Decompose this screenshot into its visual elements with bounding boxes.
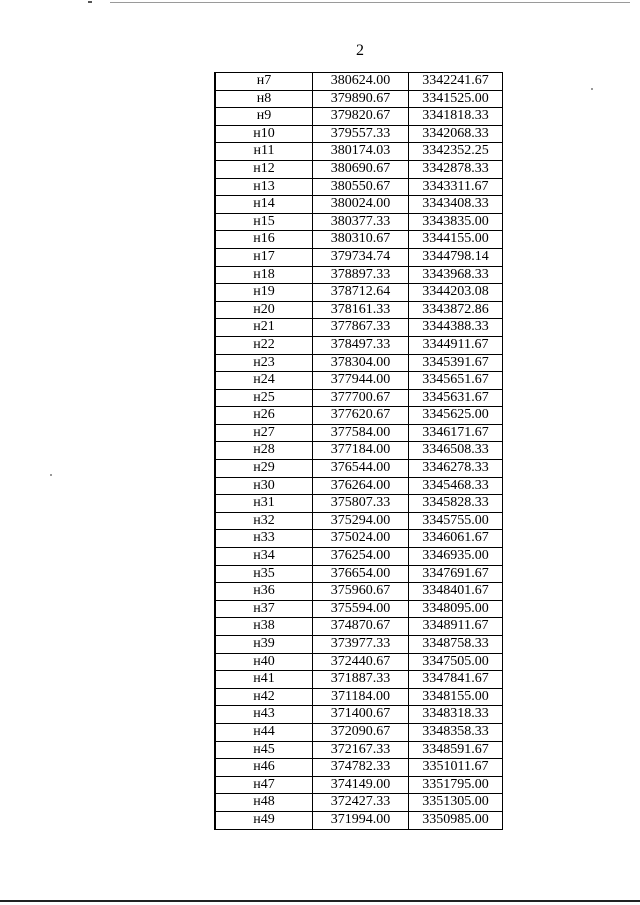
y-coordinate-cell: 3343872.86 [409, 301, 503, 319]
point-id-cell: н27 [215, 424, 313, 442]
table-row [215, 477, 503, 495]
y-coordinate-cell: 3342241.67 [409, 73, 503, 91]
point-id-cell: н12 [215, 160, 313, 178]
x-coordinate-cell: 379734.74 [313, 248, 409, 266]
x-coordinate-cell: 378161.33 [313, 301, 409, 319]
x-coordinate-cell: 372427.33 [313, 794, 409, 812]
x-coordinate-cell: 372440.67 [313, 653, 409, 671]
y-coordinate-cell: 3346061.67 [409, 530, 503, 548]
table-row [215, 248, 503, 266]
point-id-cell: н10 [215, 125, 313, 143]
y-coordinate-cell: 3348401.67 [409, 583, 503, 601]
table-row [215, 108, 503, 126]
table-row [215, 301, 503, 319]
y-coordinate-cell: 3347505.00 [409, 653, 503, 671]
y-coordinate-cell: 3346278.33 [409, 460, 503, 478]
table-row [215, 565, 503, 583]
y-coordinate-cell: 3345468.33 [409, 477, 503, 495]
table-row [215, 178, 503, 196]
point-id-cell: н21 [215, 319, 313, 337]
y-coordinate-cell: 3344203.08 [409, 284, 503, 302]
point-id-cell: н26 [215, 407, 313, 425]
table-row [215, 671, 503, 689]
table-row [215, 336, 503, 354]
x-coordinate-cell: 372090.67 [313, 723, 409, 741]
scan-speck [50, 474, 52, 476]
x-coordinate-cell: 378304.00 [313, 354, 409, 372]
y-coordinate-cell: 3345631.67 [409, 389, 503, 407]
y-coordinate-cell: 3345755.00 [409, 512, 503, 530]
y-coordinate-cell: 3348591.67 [409, 741, 503, 759]
table-row [215, 407, 503, 425]
point-id-cell: н22 [215, 336, 313, 354]
x-coordinate-cell: 377620.67 [313, 407, 409, 425]
point-id-cell: н11 [215, 143, 313, 161]
y-coordinate-cell: 3346171.67 [409, 424, 503, 442]
table-row [215, 706, 503, 724]
x-coordinate-cell: 377184.00 [313, 442, 409, 460]
x-coordinate-cell: 378497.33 [313, 336, 409, 354]
table-row [215, 741, 503, 759]
y-coordinate-cell: 3346508.33 [409, 442, 503, 460]
y-coordinate-cell: 3345828.33 [409, 495, 503, 513]
point-id-cell: н16 [215, 231, 313, 249]
point-id-cell: н44 [215, 723, 313, 741]
y-coordinate-cell: 3345625.00 [409, 407, 503, 425]
y-coordinate-cell: 3344798.14 [409, 248, 503, 266]
table-row [215, 266, 503, 284]
x-coordinate-cell: 375594.00 [313, 600, 409, 618]
point-id-cell: н13 [215, 178, 313, 196]
table-row [215, 530, 503, 548]
point-id-cell: н7 [215, 73, 313, 91]
table-row [215, 723, 503, 741]
y-coordinate-cell: 3343835.00 [409, 213, 503, 231]
y-coordinate-cell: 3346935.00 [409, 548, 503, 566]
point-id-cell: н43 [215, 706, 313, 724]
table-row [215, 319, 503, 337]
x-coordinate-cell: 377867.33 [313, 319, 409, 337]
y-coordinate-cell: 3343408.33 [409, 196, 503, 214]
x-coordinate-cell: 379820.67 [313, 108, 409, 126]
point-id-cell: н34 [215, 548, 313, 566]
y-coordinate-cell: 3344911.67 [409, 336, 503, 354]
point-id-cell: н29 [215, 460, 313, 478]
x-coordinate-cell: 380024.00 [313, 196, 409, 214]
table-row [215, 372, 503, 390]
coordinates-table [214, 72, 503, 830]
y-coordinate-cell: 3348318.33 [409, 706, 503, 724]
table-row [215, 442, 503, 460]
x-coordinate-cell: 372167.33 [313, 741, 409, 759]
table-row [215, 284, 503, 302]
table-row [215, 636, 503, 654]
x-coordinate-cell: 377700.67 [313, 389, 409, 407]
table-row [215, 90, 503, 108]
table-row [215, 460, 503, 478]
y-coordinate-cell: 3342878.33 [409, 160, 503, 178]
coordinates-table-body [215, 73, 503, 830]
point-id-cell: н25 [215, 389, 313, 407]
x-coordinate-cell: 371400.67 [313, 706, 409, 724]
table-row [215, 231, 503, 249]
point-id-cell: н15 [215, 213, 313, 231]
table-row [215, 600, 503, 618]
y-coordinate-cell: 3345651.67 [409, 372, 503, 390]
point-id-cell: н37 [215, 600, 313, 618]
y-coordinate-cell: 3341525.00 [409, 90, 503, 108]
y-coordinate-cell: 3342068.33 [409, 125, 503, 143]
y-coordinate-cell: 3343311.67 [409, 178, 503, 196]
point-id-cell: н35 [215, 565, 313, 583]
point-id-cell: н46 [215, 759, 313, 777]
table-row [215, 354, 503, 372]
table-row [215, 143, 503, 161]
point-id-cell: н42 [215, 688, 313, 706]
y-coordinate-cell: 3345391.67 [409, 354, 503, 372]
point-id-cell: н40 [215, 653, 313, 671]
x-coordinate-cell: 380624.00 [313, 73, 409, 91]
point-id-cell: н41 [215, 671, 313, 689]
x-coordinate-cell: 375807.33 [313, 495, 409, 513]
top-edge-line [110, 2, 630, 3]
y-coordinate-cell: 3351011.67 [409, 759, 503, 777]
table-row [215, 794, 503, 812]
x-coordinate-cell: 376544.00 [313, 460, 409, 478]
x-coordinate-cell: 374870.67 [313, 618, 409, 636]
y-coordinate-cell: 3348358.33 [409, 723, 503, 741]
table-row [215, 811, 503, 829]
y-coordinate-cell: 3350985.00 [409, 811, 503, 829]
x-coordinate-cell: 380690.67 [313, 160, 409, 178]
x-coordinate-cell: 371184.00 [313, 688, 409, 706]
point-id-cell: н48 [215, 794, 313, 812]
scan-mark [88, 1, 92, 3]
y-coordinate-cell: 3348095.00 [409, 600, 503, 618]
x-coordinate-cell: 371994.00 [313, 811, 409, 829]
point-id-cell: н39 [215, 636, 313, 654]
x-coordinate-cell: 374782.33 [313, 759, 409, 777]
point-id-cell: н28 [215, 442, 313, 460]
table-row [215, 776, 503, 794]
y-coordinate-cell: 3351795.00 [409, 776, 503, 794]
table-row [215, 495, 503, 513]
point-id-cell: н20 [215, 301, 313, 319]
point-id-cell: н19 [215, 284, 313, 302]
y-coordinate-cell: 3341818.33 [409, 108, 503, 126]
x-coordinate-cell: 377944.00 [313, 372, 409, 390]
point-id-cell: н9 [215, 108, 313, 126]
point-id-cell: н8 [215, 90, 313, 108]
table-row [215, 548, 503, 566]
x-coordinate-cell: 378897.33 [313, 266, 409, 284]
table-row [215, 759, 503, 777]
table-row [215, 512, 503, 530]
x-coordinate-cell: 371887.33 [313, 671, 409, 689]
x-coordinate-cell: 380174.03 [313, 143, 409, 161]
table-row [215, 160, 503, 178]
page-number: 2 [356, 42, 364, 59]
x-coordinate-cell: 378712.64 [313, 284, 409, 302]
x-coordinate-cell: 375294.00 [313, 512, 409, 530]
point-id-cell: н49 [215, 811, 313, 829]
x-coordinate-cell: 380550.67 [313, 178, 409, 196]
x-coordinate-cell: 373977.33 [313, 636, 409, 654]
scan-speck [591, 88, 593, 90]
table-row [215, 125, 503, 143]
x-coordinate-cell: 379557.33 [313, 125, 409, 143]
y-coordinate-cell: 3348758.33 [409, 636, 503, 654]
y-coordinate-cell: 3348155.00 [409, 688, 503, 706]
y-coordinate-cell: 3344155.00 [409, 231, 503, 249]
point-id-cell: н47 [215, 776, 313, 794]
x-coordinate-cell: 380377.33 [313, 213, 409, 231]
x-coordinate-cell: 376254.00 [313, 548, 409, 566]
point-id-cell: н31 [215, 495, 313, 513]
point-id-cell: н36 [215, 583, 313, 601]
point-id-cell: н45 [215, 741, 313, 759]
table-row [215, 653, 503, 671]
point-id-cell: н14 [215, 196, 313, 214]
x-coordinate-cell: 379890.67 [313, 90, 409, 108]
table-row [215, 213, 503, 231]
y-coordinate-cell: 3351305.00 [409, 794, 503, 812]
table-row [215, 389, 503, 407]
point-id-cell: н17 [215, 248, 313, 266]
point-id-cell: н23 [215, 354, 313, 372]
table-row [215, 583, 503, 601]
point-id-cell: н38 [215, 618, 313, 636]
x-coordinate-cell: 376264.00 [313, 477, 409, 495]
table-row [215, 424, 503, 442]
x-coordinate-cell: 380310.67 [313, 231, 409, 249]
x-coordinate-cell: 376654.00 [313, 565, 409, 583]
x-coordinate-cell: 374149.00 [313, 776, 409, 794]
y-coordinate-cell: 3347691.67 [409, 565, 503, 583]
point-id-cell: н24 [215, 372, 313, 390]
y-coordinate-cell: 3348911.67 [409, 618, 503, 636]
point-id-cell: н18 [215, 266, 313, 284]
point-id-cell: н33 [215, 530, 313, 548]
table-row [215, 73, 503, 91]
point-id-cell: н32 [215, 512, 313, 530]
bottom-edge-line [0, 900, 640, 902]
x-coordinate-cell: 377584.00 [313, 424, 409, 442]
y-coordinate-cell: 3342352.25 [409, 143, 503, 161]
x-coordinate-cell: 375960.67 [313, 583, 409, 601]
y-coordinate-cell: 3347841.67 [409, 671, 503, 689]
y-coordinate-cell: 3343968.33 [409, 266, 503, 284]
table-row [215, 688, 503, 706]
point-id-cell: н30 [215, 477, 313, 495]
table-row [215, 618, 503, 636]
y-coordinate-cell: 3344388.33 [409, 319, 503, 337]
x-coordinate-cell: 375024.00 [313, 530, 409, 548]
table-row [215, 196, 503, 214]
